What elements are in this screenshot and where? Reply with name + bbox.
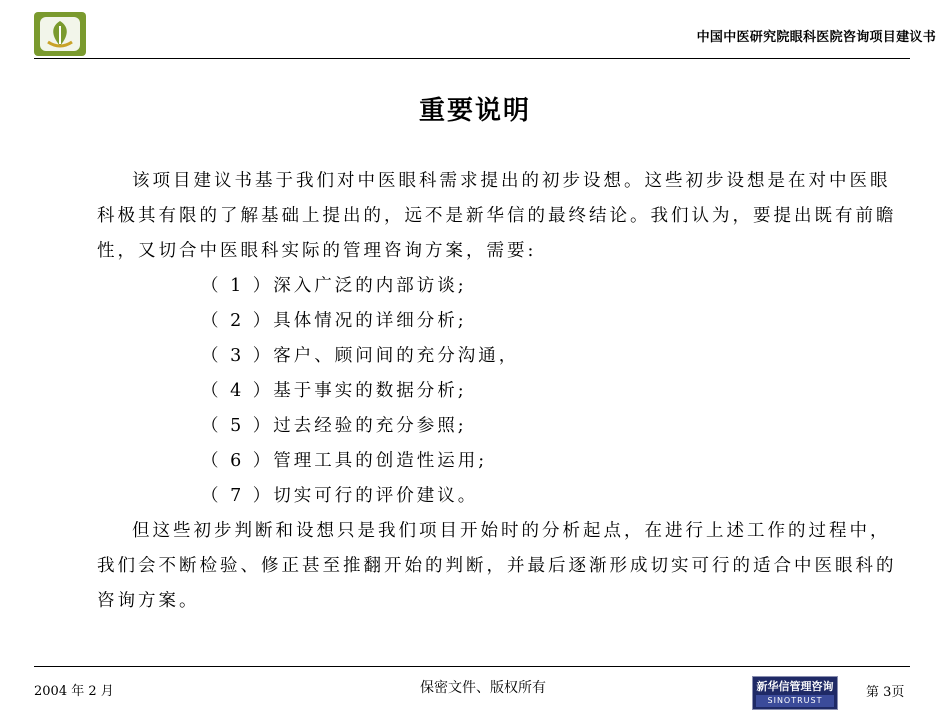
list-item: （ 7 ）切实可行的评价建议。 — [201, 486, 479, 506]
page-title: 重要说明 — [418, 96, 531, 126]
brand-name-en: SINOTRUST — [756, 695, 834, 707]
conclusion-paragraph: 但这些初步判断和设想只是我们项目开始时的分析起点，在进行上述工作的过程中，我们会不断检验、修正甚至推翻开始的判断，并最后逐渐形成切实可行的适合中医眼科的咨询方案。 — [97, 521, 897, 611]
intro-paragraph: 该项目建议书基于我们对中医眼科需求提出的初步设想。这些初步设想是在对中医眼科极其有限的了解基础上提出的，远不是新华信的最终结论。我们认为，要提出既有前瞻性，又切合中医眼科实际的管理咨询方案，需要: — [97, 171, 897, 261]
confidentiality-notice: 保密文件、版权所有 — [420, 680, 546, 696]
footer-date: 2004 年 2 月 — [34, 684, 114, 699]
sinotrust-logo — [752, 676, 838, 710]
footer-divider — [34, 666, 910, 667]
page-number: 第 3页 — [866, 685, 905, 700]
brand-name-cn: 新华信管理咨询 — [756, 680, 834, 693]
header-divider — [34, 58, 910, 59]
institute-logo — [34, 12, 86, 56]
list-item: （ 4 ）基于事实的数据分析; — [201, 381, 467, 401]
list-item: （ 6 ）管理工具的创造性运用; — [201, 451, 488, 471]
document-header-title: 中国中医研究院眼科医院咨询项目建议书 — [696, 30, 936, 45]
institute-emblem-icon — [34, 12, 86, 56]
list-item: （ 1 ）深入广泛的内部访谈; — [201, 276, 467, 296]
body-content — [97, 164, 897, 619]
list-item: （ 2 ）具体情况的详细分析; — [201, 311, 467, 331]
list-item: （ 5 ）过去经验的充分参照; — [201, 416, 467, 436]
list-item: （ 3 ）客户、顾问间的充分沟通， — [201, 346, 520, 366]
